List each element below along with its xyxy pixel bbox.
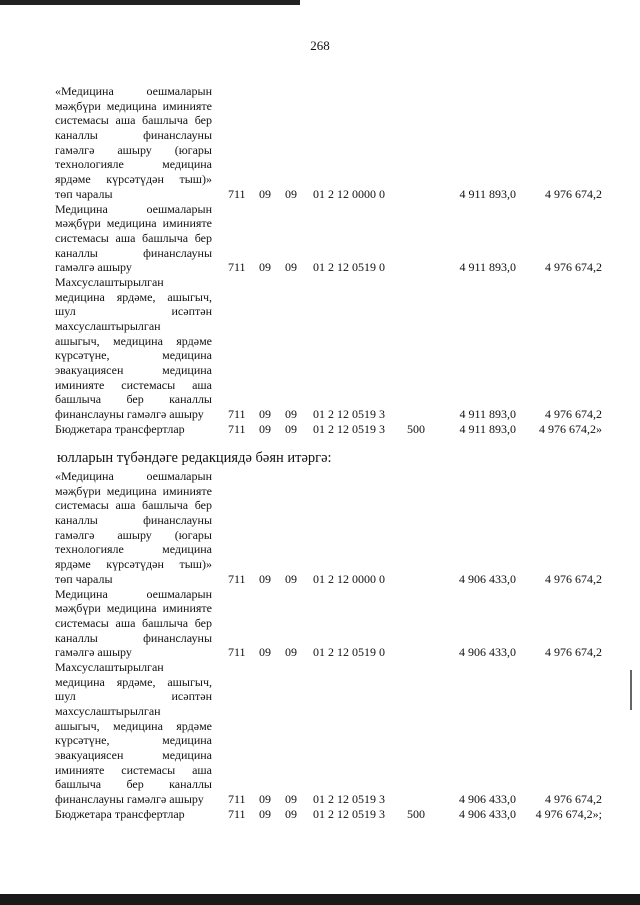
description-line: системасы аша башлыча бер — [55, 230, 212, 245]
ministry-code: 711 — [228, 806, 246, 821]
target-article-code: 01 2 12 0519 0 — [313, 645, 385, 660]
subsection-code: 09 — [285, 571, 297, 586]
subsection-code: 09 — [285, 421, 297, 436]
subsection-code: 09 — [285, 645, 297, 660]
section-code: 09 — [259, 407, 271, 422]
description-line: каналлы финанслауны — [55, 245, 212, 260]
description-line: башлыча бер каналлы — [55, 777, 212, 792]
table-row — [55, 275, 615, 422]
description-line: эвакуациясен медицина — [55, 748, 212, 763]
table-row — [55, 587, 615, 660]
description-line: Махсуслаштырылган — [55, 659, 164, 674]
description-line: финанслауны гамәлгә ашыру — [55, 407, 204, 422]
amount-year-2: 4 976 674,2 — [545, 571, 602, 586]
description-line: «Медицина оешмаларын — [55, 84, 212, 98]
ministry-code: 711 — [228, 421, 246, 436]
description-line: каналлы финанслауны — [55, 128, 212, 143]
description-line: күрсәтүне, медицина — [55, 348, 212, 363]
amount-year-1: 4 906 433,0 — [459, 792, 516, 807]
page-number: 268 — [310, 38, 330, 53]
amount-year-1: 4 911 893,0 — [459, 421, 516, 436]
description-line: мәҗбүри медицина иминияте — [55, 98, 212, 113]
description-line: ярдәме күрсәтүдән тыш)» — [55, 172, 212, 187]
scan-border-bottom — [0, 894, 640, 905]
target-article-code: 01 2 12 0000 0 — [313, 186, 385, 201]
description-line: башлыча бер каналлы — [55, 392, 212, 407]
description-line: мәҗбүри медицина иминияте — [55, 216, 212, 231]
description-line: иминияте системасы аша — [55, 377, 212, 392]
description-line: гамәлгә ашыру (югары — [55, 527, 212, 542]
description-line: ярдәме күрсәтүдән тыш)» — [55, 557, 212, 572]
amount-year-2: 4 976 674,2 — [545, 407, 602, 422]
section-code: 09 — [259, 806, 271, 821]
row-description — [55, 422, 212, 437]
row-description — [55, 807, 212, 822]
description-line: гамәлгә ашыру — [55, 260, 132, 275]
section-code: 09 — [259, 260, 271, 275]
table-row — [55, 422, 615, 437]
row-description — [55, 587, 212, 660]
description-line: финанслауны гамәлгә ашыру — [55, 792, 204, 807]
section-code: 09 — [259, 421, 271, 436]
description-line: Медицина оешмаларын — [55, 201, 212, 216]
description-line: медицина ярдәме, ашыгыч, — [55, 674, 212, 689]
amount-year-1: 4 911 893,0 — [459, 186, 516, 201]
description-line: иминияте системасы аша — [55, 762, 212, 777]
description-line: мәҗбүри медицина иминияте — [55, 483, 212, 498]
description-line: гамәлгә ашыру (югары — [55, 142, 212, 157]
target-article-code: 01 2 12 0000 0 — [313, 571, 385, 586]
scan-border-top — [0, 0, 300, 5]
description-line: Бюджетара трансфертлар — [55, 806, 185, 821]
amount-year-2: 4 976 674,2 — [545, 260, 602, 275]
description-line: Медицина оешмаларын — [55, 586, 212, 601]
description-line: гамәлгә ашыру — [55, 645, 132, 660]
amount-year-1: 4 911 893,0 — [459, 260, 516, 275]
target-article-code: 01 2 12 0519 0 — [313, 260, 385, 275]
amount-year-2: 4 976 674,2 — [545, 186, 602, 201]
expense-type-code: 500 — [407, 806, 425, 821]
row-description — [55, 202, 212, 275]
budget-table-old — [55, 84, 615, 437]
subsection-code: 09 — [285, 806, 297, 821]
description-line: ашыгыч, медицина ярдәме — [55, 333, 212, 348]
amount-year-2: 4 976 674,2 — [545, 792, 602, 807]
description-line: системасы аша башлыча бер — [55, 615, 212, 630]
amount-year-2: 4 976 674,2» — [539, 421, 602, 436]
description-line: технологияле медицина — [55, 157, 212, 172]
description-line: шул исәптән — [55, 689, 212, 704]
description-line: Махсуслаштырылган — [55, 274, 164, 289]
ministry-code: 711 — [228, 571, 246, 586]
table-row — [55, 469, 615, 587]
row-description — [55, 660, 212, 807]
subsection-code: 09 — [285, 407, 297, 422]
description-line: каналлы финанслауны — [55, 630, 212, 645]
amount-year-2: 4 976 674,2»; — [535, 806, 602, 821]
table-row — [55, 84, 615, 202]
description-line: Бюджетара трансфертлар — [55, 421, 185, 436]
subsection-code: 09 — [285, 186, 297, 201]
budget-table-new — [55, 469, 615, 822]
description-line: эвакуациясен медицина — [55, 363, 212, 378]
description-line: төп чаралы — [55, 571, 113, 586]
description-line: күрсәтүне, медицина — [55, 733, 212, 748]
description-line: мәҗбүри медицина иминияте — [55, 601, 212, 616]
description-line: ашыгыч, медицина ярдәме — [55, 718, 212, 733]
target-article-code: 01 2 12 0519 3 — [313, 806, 385, 821]
description-line: «Медицина оешмаларын — [55, 469, 212, 483]
table-row — [55, 807, 615, 822]
description-line: системасы аша башлыча бер — [55, 113, 212, 128]
section-code: 09 — [259, 186, 271, 201]
table-row — [55, 660, 615, 807]
row-description — [55, 84, 212, 202]
ministry-code: 711 — [228, 792, 246, 807]
expense-type-code: 500 — [407, 421, 425, 436]
amount-year-1: 4 906 433,0 — [459, 806, 516, 821]
description-line: шул исәптән — [55, 304, 212, 319]
amount-year-1: 4 911 893,0 — [459, 407, 516, 422]
intro-line: юлларын түбәндәге редакциядә бәян итәргә: — [57, 450, 332, 466]
description-line: махсуслаштырылган — [55, 319, 161, 333]
ministry-code: 711 — [228, 260, 246, 275]
row-description — [55, 469, 212, 587]
description-line: системасы аша башлыча бер — [55, 498, 212, 513]
subsection-code: 09 — [285, 792, 297, 807]
ministry-code: 711 — [228, 407, 246, 422]
ministry-code: 711 — [228, 186, 246, 201]
ministry-code: 711 — [228, 645, 246, 660]
section-code: 09 — [259, 645, 271, 660]
amount-year-1: 4 906 433,0 — [459, 645, 516, 660]
amount-year-1: 4 906 433,0 — [459, 571, 516, 586]
description-line: технологияле медицина — [55, 542, 212, 557]
row-description — [55, 275, 212, 422]
table-row — [55, 202, 615, 275]
description-line: төп чаралы — [55, 186, 113, 201]
description-line: махсуслаштырылган — [55, 704, 161, 718]
description-line: медицина ярдәме, ашыгыч, — [55, 289, 212, 304]
scan-mark-right — [630, 670, 632, 710]
subsection-code: 09 — [285, 260, 297, 275]
description-line: каналлы финанслауны — [55, 513, 212, 528]
target-article-code: 01 2 12 0519 3 — [313, 792, 385, 807]
target-article-code: 01 2 12 0519 3 — [313, 407, 385, 422]
section-code: 09 — [259, 571, 271, 586]
section-code: 09 — [259, 792, 271, 807]
target-article-code: 01 2 12 0519 3 — [313, 421, 385, 436]
amount-year-2: 4 976 674,2 — [545, 645, 602, 660]
